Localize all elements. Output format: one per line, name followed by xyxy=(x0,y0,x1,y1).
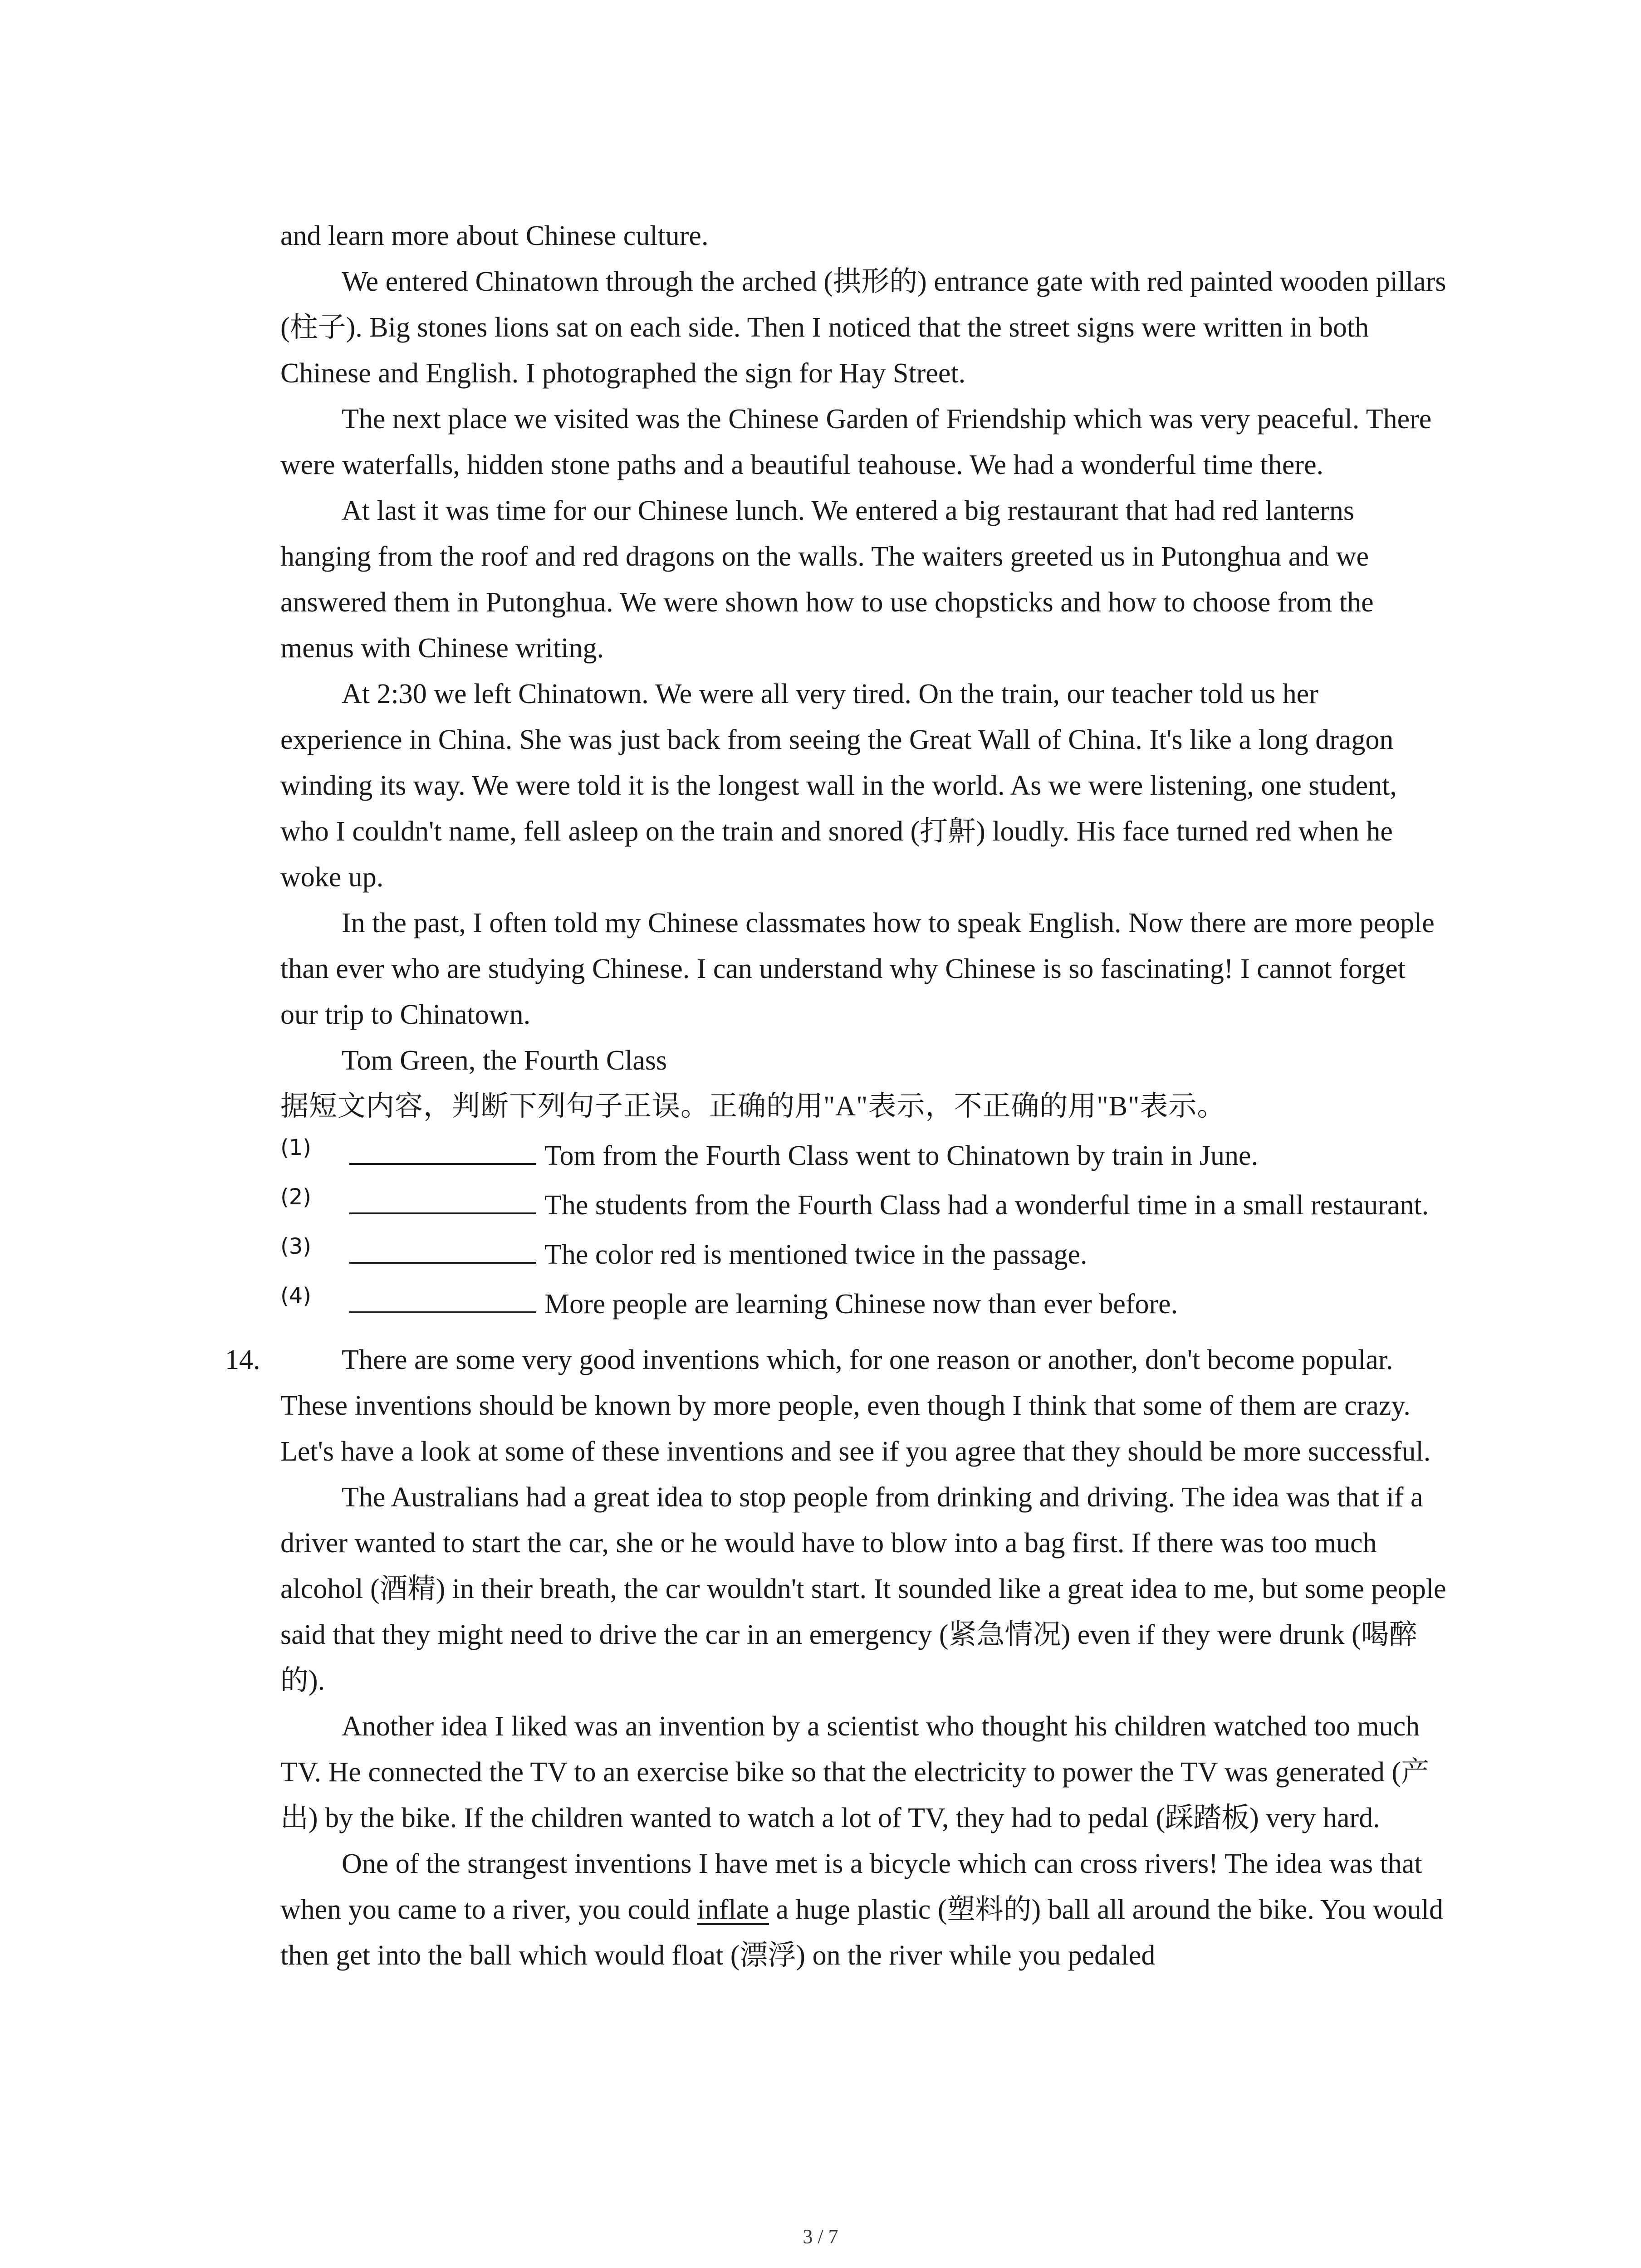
question-number: (4) xyxy=(280,1283,311,1309)
paragraph: At 2:30 we left Chinatown. We were all very tired. On the train, our teacher told us her experience in China. She was just back from seeing the Great Wall of China. It's like a long dragon winding its way. We were told it is the longest wall in the world. As we were listening, one student, who I couldn't name, fell asleep on the train and snored (打鼾) loudly. His face turned red when he woke up. xyxy=(280,679,1397,893)
question-text: Tom from the Fourth Class went to Chinatown by train in June. xyxy=(544,1140,1259,1171)
text-run: One of the strangest inventions I have met is a bicycle which can cross rivers! The idea was that when you came to a river, you could xyxy=(280,1848,1422,1925)
paragraph: At last it was time for our Chinese lunch. We entered a big restaurant that had red lanterns hanging from the roof and red dragons on the walls. The waiters greeted us in Putonghua and we answered them in Putonghua. We were shown how to use chopsticks and how to choose from the menus with Chinese writing. xyxy=(280,495,1374,664)
page-number: 3 / 7 xyxy=(803,2225,838,2248)
question-number: (1) xyxy=(280,1135,311,1160)
paragraph: and learn more about Chinese culture. xyxy=(280,220,709,251)
question-body xyxy=(349,1183,1429,1228)
paragraph xyxy=(280,1841,1446,1979)
paragraph: In the past, I often told my Chinese classmates how to speak English. Now there are more people than ever who are studying Chinese. I can understand why Chinese is so fascinating! I cannot forget our trip to Chinatown. xyxy=(280,908,1435,1030)
question-item xyxy=(280,1232,1446,1278)
question-14 xyxy=(225,1337,1446,1979)
question-text: More people are learning Chinese now than ever before. xyxy=(544,1289,1178,1320)
question-number: (3) xyxy=(280,1234,311,1259)
paragraph: Another idea I liked was an invention by a scientist who thought his children watched too much TV. He connected the TV to an exercise bike so that the electricity to power the TV was generated (产出) by the bike. If the children wanted to watch a lot of TV, they had to pedal (踩踏板) very hard. xyxy=(280,1711,1429,1833)
page-content xyxy=(225,213,1446,1979)
question-text: The students from the Fourth Class had a wonderful time in a small restaurant. xyxy=(544,1190,1429,1221)
text-run: a huge plastic (塑料的) ball all around the bike. You would then get into the ball which would float (漂浮) on the river while you pedaled xyxy=(280,1894,1444,1971)
question-body xyxy=(349,1133,1258,1179)
question-number: (2) xyxy=(280,1184,311,1210)
answer-blank[interactable] xyxy=(349,1135,536,1165)
underlined-word: inflate xyxy=(697,1894,769,1925)
signature: Tom Green, the Fourth Class xyxy=(342,1045,667,1076)
answer-blank[interactable] xyxy=(349,1184,536,1214)
question-item xyxy=(280,1133,1446,1179)
question-number: 14. xyxy=(225,1344,260,1375)
paragraph: We entered Chinatown through the arched (拱形的) entrance gate with red painted wooden pillars (柱子). Big stones lions sat on each side. Then I noticed that the street signs were written in both Chinese and English. I photographed the sign for Hay Street. xyxy=(280,266,1446,389)
answer-blank[interactable] xyxy=(349,1234,536,1264)
paragraph: There are some very good inventions which, for one reason or another, don't become popular. These inventions should be known by more people, even though I think that some of them are crazy. Let's have a look at some of these inventions and see if you agree that they should be more successful. xyxy=(280,1344,1431,1467)
question-instruction: 据短文内容，判断下列句子正误。正确的用"A"表示，不正确的用"B"表示。 xyxy=(280,1091,1226,1122)
question-body xyxy=(349,1232,1087,1278)
question-body xyxy=(349,1281,1178,1327)
question-item xyxy=(280,1183,1446,1228)
paragraph: The next place we visited was the Chinese Garden of Friendship which was very peaceful. There were waterfalls, hidden stone paths and a beautiful teahouse. We had a wonderful time there. xyxy=(280,404,1432,480)
question-text: The color red is mentioned twice in the passage. xyxy=(544,1239,1087,1270)
answer-blank[interactable] xyxy=(349,1283,536,1313)
question-item xyxy=(280,1281,1446,1327)
paragraph: The Australians had a great idea to stop people from drinking and driving. The idea was that if a driver wanted to start the car, she or he would have to blow into a bag first. If there was too much alcohol (酒精) in their breath, the car wouldn't start. It sounded like a great idea to me, but some people said that they might need to drive the car in an emergency (紧急情况) even if they were drunk (喝醉的). xyxy=(280,1482,1446,1696)
